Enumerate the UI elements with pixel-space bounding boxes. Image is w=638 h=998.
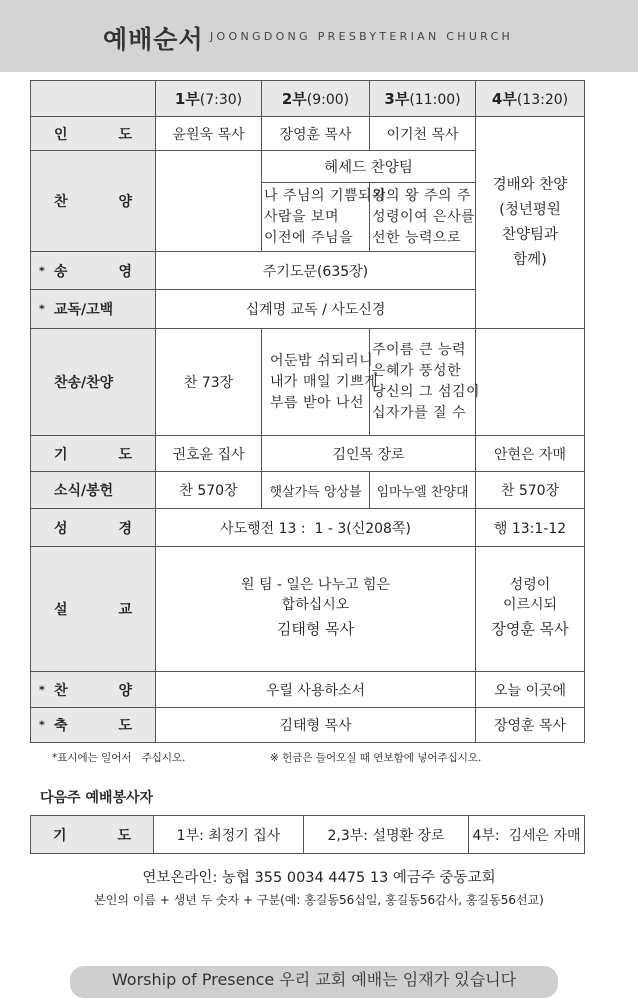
blessing-s4: 장영훈 목사 xyxy=(476,708,585,743)
confession-value: 십계명 교독 / 사도신경 xyxy=(156,290,476,329)
prayer-s4: 안현은 자매 xyxy=(476,436,585,472)
hymn-s2: 어둔밤 쉬되리니 내가 매일 기쁘게 부름 받아 나선 xyxy=(262,329,370,436)
sermon-title-line1: 원 팀 - 일은 나누고 힘은 xyxy=(240,576,391,593)
offering-s4: 찬 570장 xyxy=(476,472,585,509)
leader-s2: 장영훈 목사 xyxy=(262,117,370,151)
next-week-title: 다음주 예배봉사자 xyxy=(40,790,154,806)
footer-banner: Worship of Presence 우리 교회 예배는 임재가 있습니다 xyxy=(70,966,558,998)
note-offering: ※ 헌금은 들어오실 때 연보함에 넣어주십시오. xyxy=(270,752,482,764)
sermon-s123 xyxy=(156,547,476,672)
service-2-header: 2부(9:00) xyxy=(262,81,370,117)
scripture-s4: 행 13:1-12 xyxy=(476,509,585,547)
hymn-s4 xyxy=(476,329,585,436)
worship-order-table xyxy=(30,80,585,743)
row-label-leader: 인 도 xyxy=(31,117,156,151)
header-blank xyxy=(31,81,156,117)
praise-choir: 헤세드 찬양팀 xyxy=(262,151,476,183)
praise-s1 xyxy=(156,151,262,252)
offering-s3: 임마누엘 찬양대 xyxy=(370,472,476,509)
s4-praise-cell: 경배와 찬양 (청년평원 찬양팀과 함께) xyxy=(476,117,585,329)
offering-s1: 찬 570장 xyxy=(156,472,262,509)
next-week-table xyxy=(30,815,585,854)
service-1-header: 1부(7:30) xyxy=(156,81,262,117)
praise-s2: 나 주님의 기쁨되기 사람을 보며 이전에 주님을 xyxy=(262,183,370,252)
hymn-s1: 찬 73장 xyxy=(156,329,262,436)
row-label-scripture: 성 경 xyxy=(31,509,156,547)
sermon-preacher: 김태형 목사 xyxy=(276,619,355,638)
scripture-s123: 사도행전 13 : 1 - 3(신208쪽) xyxy=(156,509,476,547)
hymn2-s4: 오늘 이곳에 xyxy=(476,672,585,708)
leader-s1: 윤원욱 목사 xyxy=(156,117,262,151)
blessing-s123: 김태형 목사 xyxy=(156,708,476,743)
header-bar xyxy=(0,0,638,72)
row-label-sermon: 설 교 xyxy=(31,547,156,672)
row-label-offering: 소식/봉헌 xyxy=(31,472,156,509)
row-label-prayer: 기 도 xyxy=(31,436,156,472)
prayer-s23: 김인목 장로 xyxy=(262,436,476,472)
prayer-s1: 권호윤 집사 xyxy=(156,436,262,472)
row-label-praise: 찬 양 xyxy=(31,151,156,252)
row-label-hymn: 찬송/찬양 xyxy=(31,329,156,436)
next-week-s4: 4부: 김세은 자매 xyxy=(469,816,585,854)
note-stand: *표시에는 일어서 주십시오. xyxy=(52,752,186,764)
next-week-label: 기 도 xyxy=(31,816,154,854)
sermon-s4-title-line1: 성령이 xyxy=(509,576,551,593)
leader-s3: 이기천 목사 xyxy=(370,117,476,151)
online-offering-account: 연보온라인: 농협 355 0034 4475 13 예금주 중동교회 xyxy=(142,870,496,886)
row-label-song: * 송 영 xyxy=(31,252,156,290)
next-week-s1: 1부: 최정기 집사 xyxy=(154,816,304,854)
service-4-header: 4부(13:20) xyxy=(476,81,585,117)
service-3-header: 3부(11:00) xyxy=(370,81,476,117)
church-name: JOONGDONG PRESBYTERIAN CHURCH xyxy=(210,30,514,43)
sermon-s4-preacher: 장영훈 목사 xyxy=(491,619,569,638)
hymn-s3: 주이름 큰 능력 은혜가 풍성한 당신의 그 섬김이 십자가를 질 수 xyxy=(370,329,476,436)
offering-s2: 햇살가득 앙상블 xyxy=(262,472,370,509)
song-value: 주기도문(635장) xyxy=(156,252,476,290)
sermon-s4 xyxy=(476,547,585,672)
hymn2-s123: 우릴 사용하소서 xyxy=(156,672,476,708)
sermon-s4-title-line2: 이르시되 xyxy=(502,596,558,613)
row-label-hymn2: * 찬 양 xyxy=(31,672,156,708)
praise-s3: 왕의 왕 주의 주 성령이여 은사를 선한 능력으로 xyxy=(370,183,476,252)
next-week-s23: 2,3부: 설명환 장로 xyxy=(304,816,469,854)
offering-name-format: 본인의 이름 + 생년 두 숫자 + 구분(예: 홍길동56십일, 홍길동56감사, 홍길동56선교) xyxy=(94,893,544,907)
page-title: 예배순서 xyxy=(103,25,204,54)
row-label-blessing: * 축 도 xyxy=(31,708,156,743)
row-label-confession: * 교독/고백 xyxy=(31,290,156,329)
sermon-title-line2: 합하십시오 xyxy=(281,596,350,613)
